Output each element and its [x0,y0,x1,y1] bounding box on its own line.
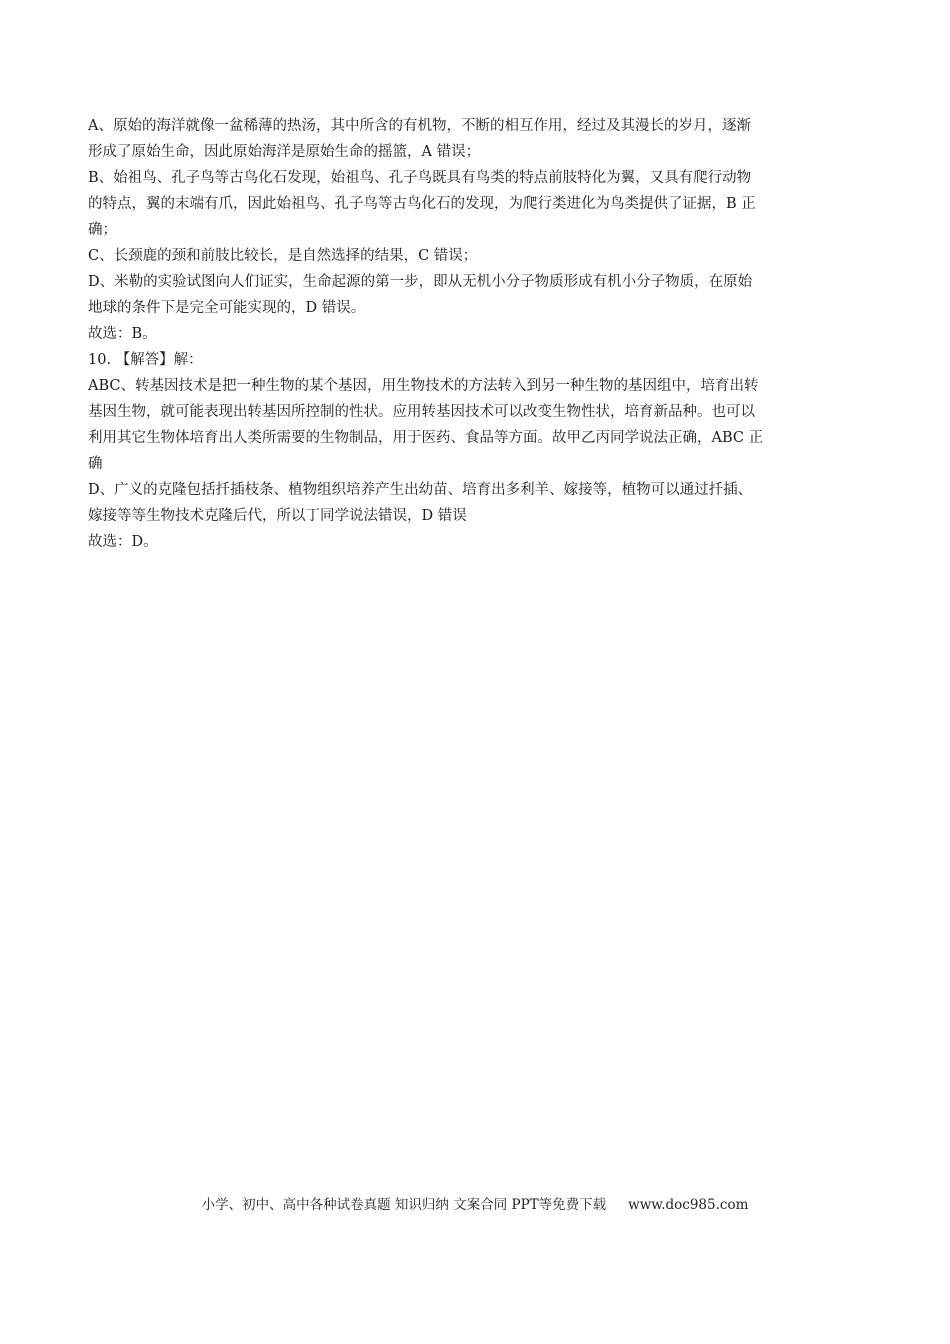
text-line: D、广义的克隆包括扦插枝条、植物组织培养产生出幼苗、培育出多利羊、嫁接等，植物可以通过扦插、 [88,482,753,498]
footer-text: 小学、初中、高中各种试卷真题 知识归纳 文案合同 PPT等免费下载 [201,1197,607,1213]
text-line: 确 [88,456,103,472]
text-line: 确； [88,222,117,238]
text-line: 地球的条件下是完全可能实现的，D 错误。 [88,300,366,316]
text-line: C、长颈鹿的颈和前肢比较长，是自然选择的结果，C 错误； [88,248,478,264]
answer-text [88,113,863,555]
text-line: 的特点，翼的末端有爪，因此始祖鸟、孔子鸟等古鸟化石的发现，为爬行类进化为鸟类提供了证据，B 正 [88,196,756,212]
question-heading: 10. 【解答】解： [88,352,203,368]
text-line: D、米勒的实验试图向人们证实，生命起源的第一步，即从无机小分子物质形成有机小分子物质，在原始 [88,274,753,290]
text-line: A、原始的海洋就像一盆稀薄的热汤，其中所含的有机物，不断的相互作用，经过及其漫长的岁月，逐渐 [88,118,751,134]
text-line: ABC、转基因技术是把一种生物的某个基因，用生物技术的方法转入到另一种生物的基因组中，培育出转 [88,378,759,394]
text-line: 基因生物，就可能表现出转基因所控制的性状。应用转基因技术可以改变生物性状，培育新品种。也可以 [88,404,755,420]
text-line: 故选：D。 [88,534,158,550]
text-line: 故选：B。 [88,326,157,342]
text-line: 利用其它生物体培育出人类所需要的生物制品，用于医药、食品等方面。故甲乙丙同学说法正确，ABC 正 [88,430,764,446]
footer-url[interactable]: www.doc985.com [628,1197,749,1213]
text-line: 形成了原始生命，因此原始海洋是原始生命的摇篮，A 错误； [88,144,481,160]
page-footer [0,1193,950,1213]
text-line: 嫁接等等生物技术克隆后代，所以丁同学说法错误，D 错误 [88,508,467,524]
text-line: B、始祖鸟、孔子鸟等古鸟化石发现，始祖鸟、孔子鸟既具有鸟类的特点前肢特化为翼，又具有爬行动物 [88,170,752,186]
